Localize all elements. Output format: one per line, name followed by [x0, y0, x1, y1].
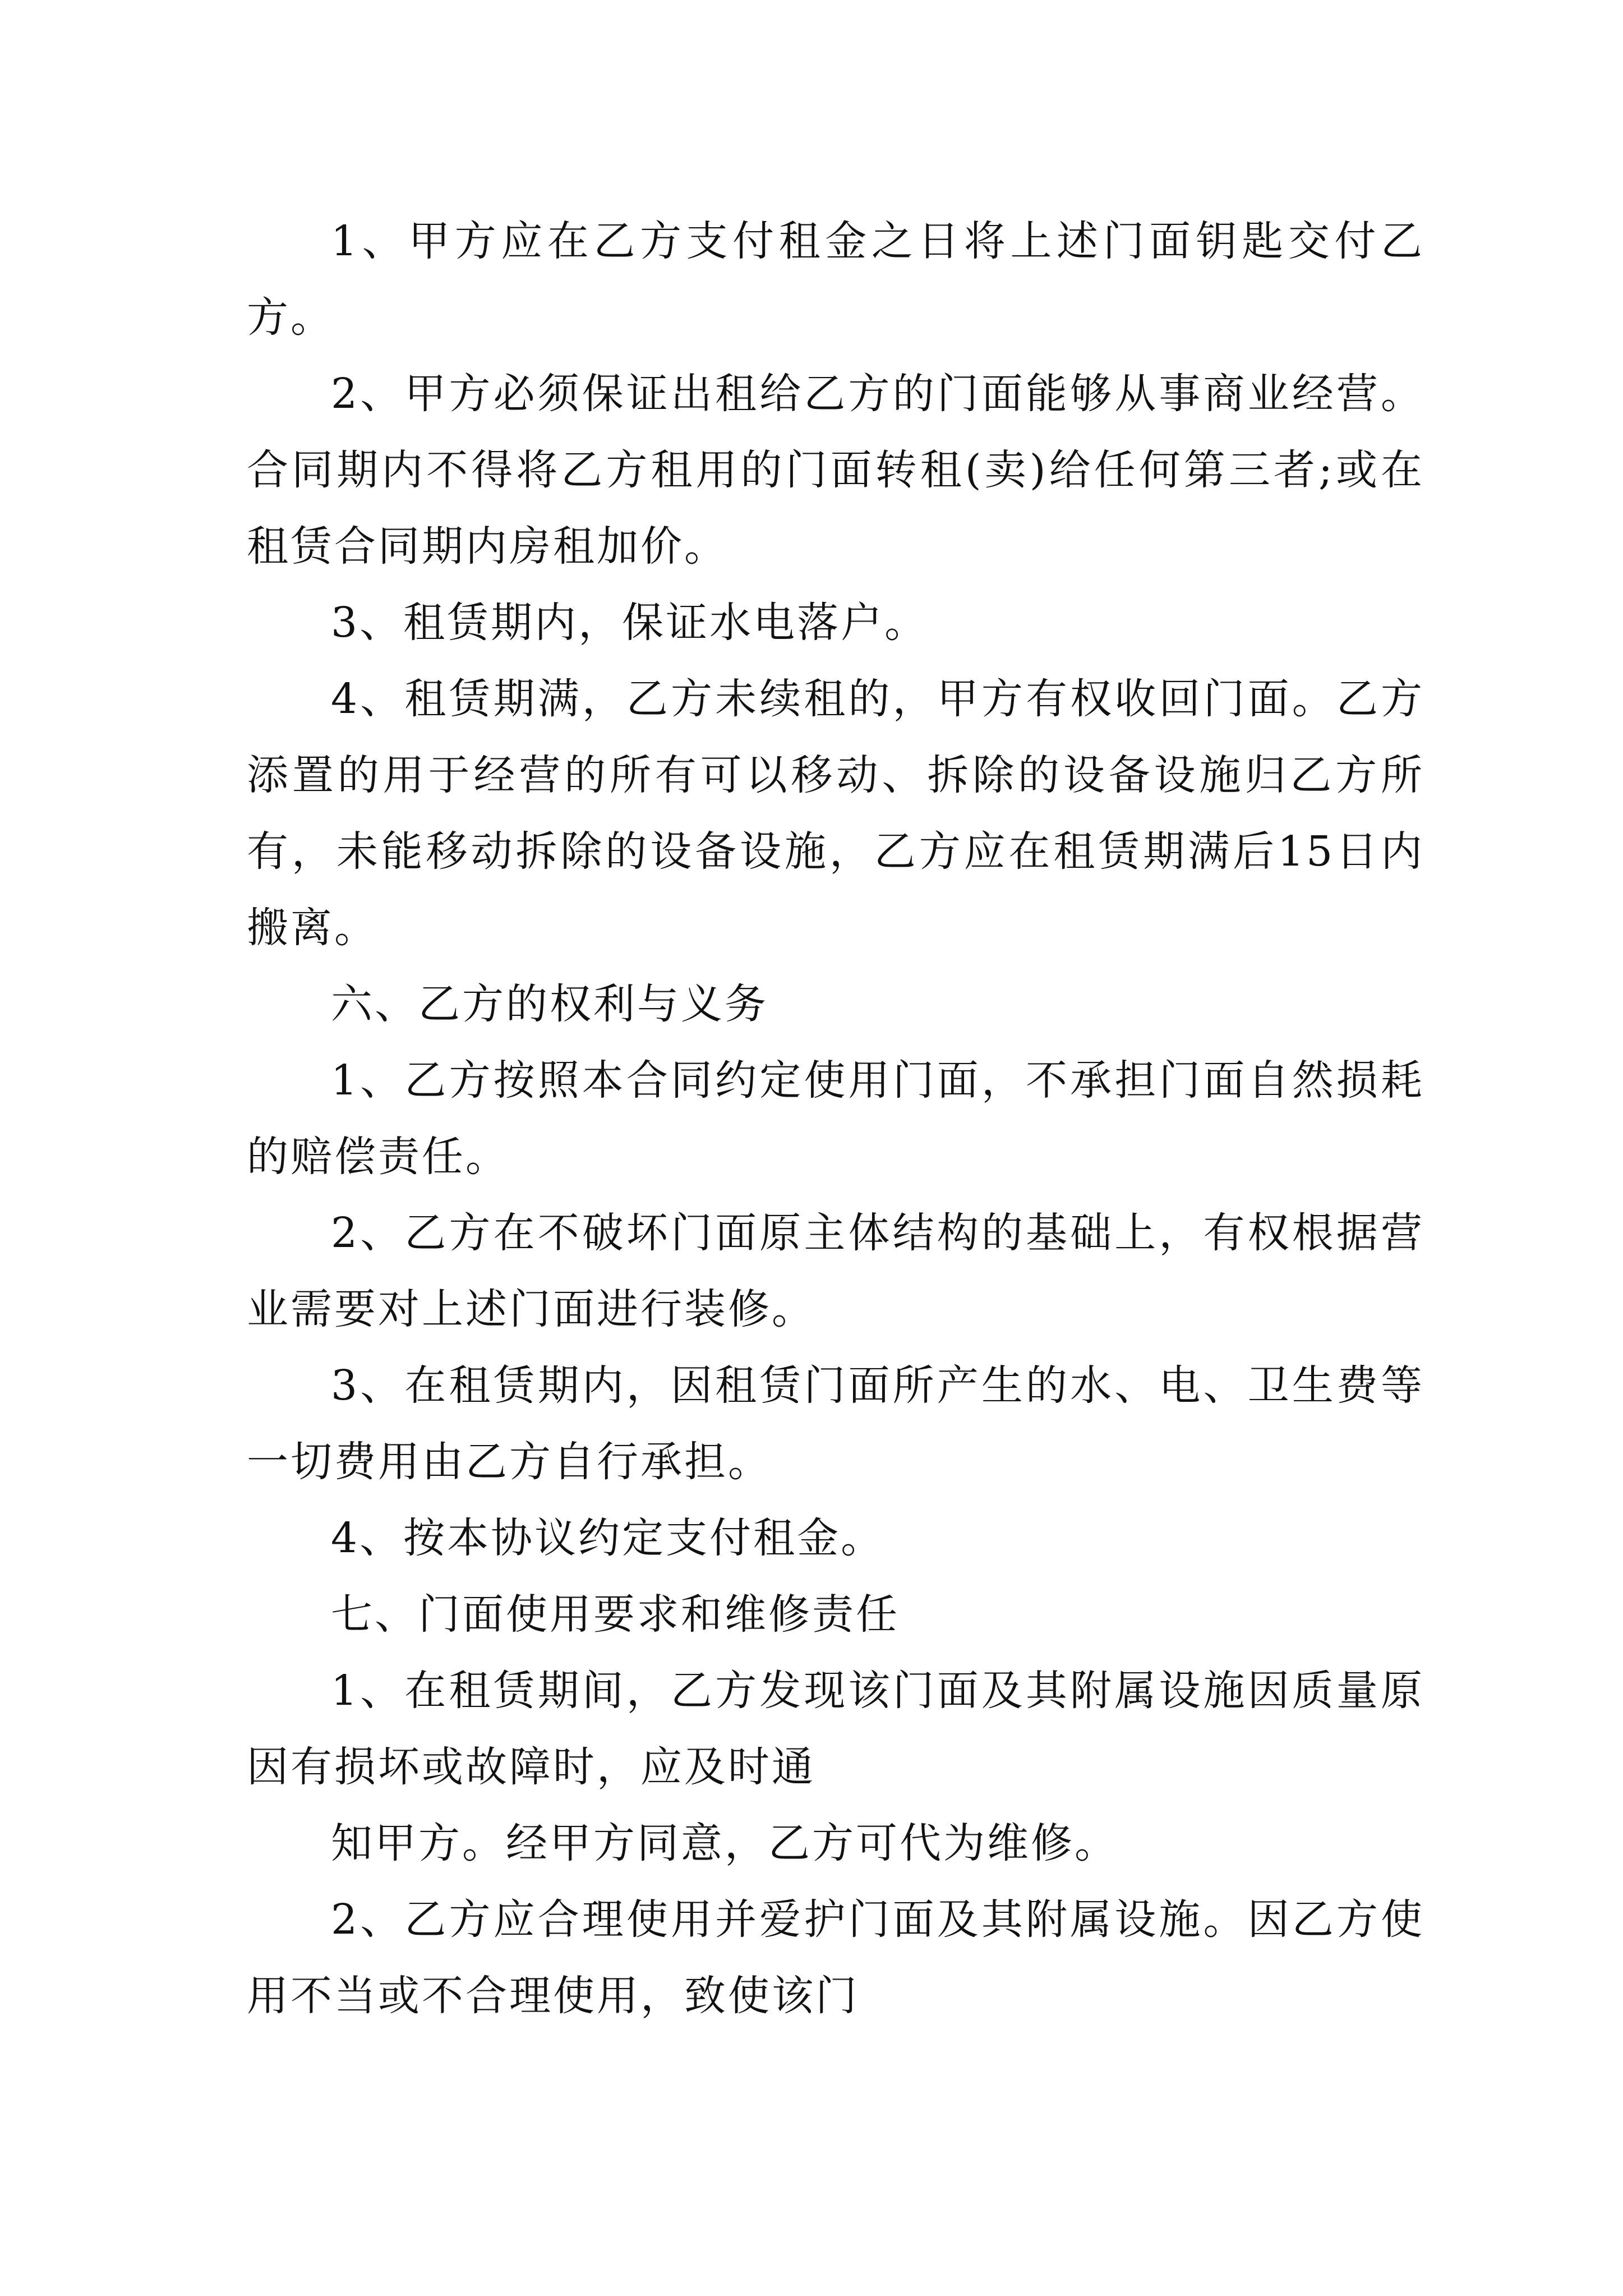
paragraph-commercial-use: 2、甲方必须保证出租给乙方的门面能够从事商业经营。合同期内不得将乙方租用的门面转租(卖)给任何第三者;或在租赁合同期内房租加价。 — [247, 370, 1424, 570]
paragraph-utilities: 3、租赁期内，保证水电落户。 — [331, 599, 929, 647]
paragraph-renovation: 2、乙方在不破坏门面原主体结构的基础上，有权根据营业需要对上述门面进行装修。 — [247, 1209, 1424, 1333]
paragraph-lease-expiry: 4、租赁期满，乙方未续租的，甲方有权收回门面。乙方添置的用于经营的所有可以移动、拆除的设备设施归乙方所有，未能移动拆除的设备设施，乙方应在租赁期满后15日内搬离。 — [247, 675, 1424, 952]
document-body — [247, 203, 1424, 2034]
paragraph-rent-payment: 4、按本协议约定支付租金。 — [331, 1514, 885, 1562]
paragraph-repair-notice-continued: 知甲方。经甲方同意，乙方可代为维修。 — [331, 1819, 1118, 1867]
section-heading-six: 六、乙方的权利与义务 — [331, 980, 768, 1028]
paragraph-handover-keys: 1、甲方应在乙方支付租金之日将上述门面钥匙交付乙方。 — [247, 217, 1424, 342]
paragraph-proper-use: 2、乙方应合理使用并爱护门面及其附属设施。因乙方使用不当或不合理使用，致使该门 — [247, 1895, 1424, 2020]
paragraph-expenses: 3、在租赁期内，因租赁门面所产生的水、电、卫生费等一切费用由乙方自行承担。 — [247, 1361, 1424, 1486]
paragraph-repair-notice: 1、在租赁期间，乙方发现该门面及其附属设施因质量原因有损坏或故障时，应及时通 — [247, 1667, 1424, 1791]
section-heading-seven: 七、门面使用要求和维修责任 — [331, 1590, 900, 1639]
paragraph-usage: 1、乙方按照本合同约定使用门面，不承担门面自然损耗的赔偿责任。 — [247, 1056, 1424, 1181]
